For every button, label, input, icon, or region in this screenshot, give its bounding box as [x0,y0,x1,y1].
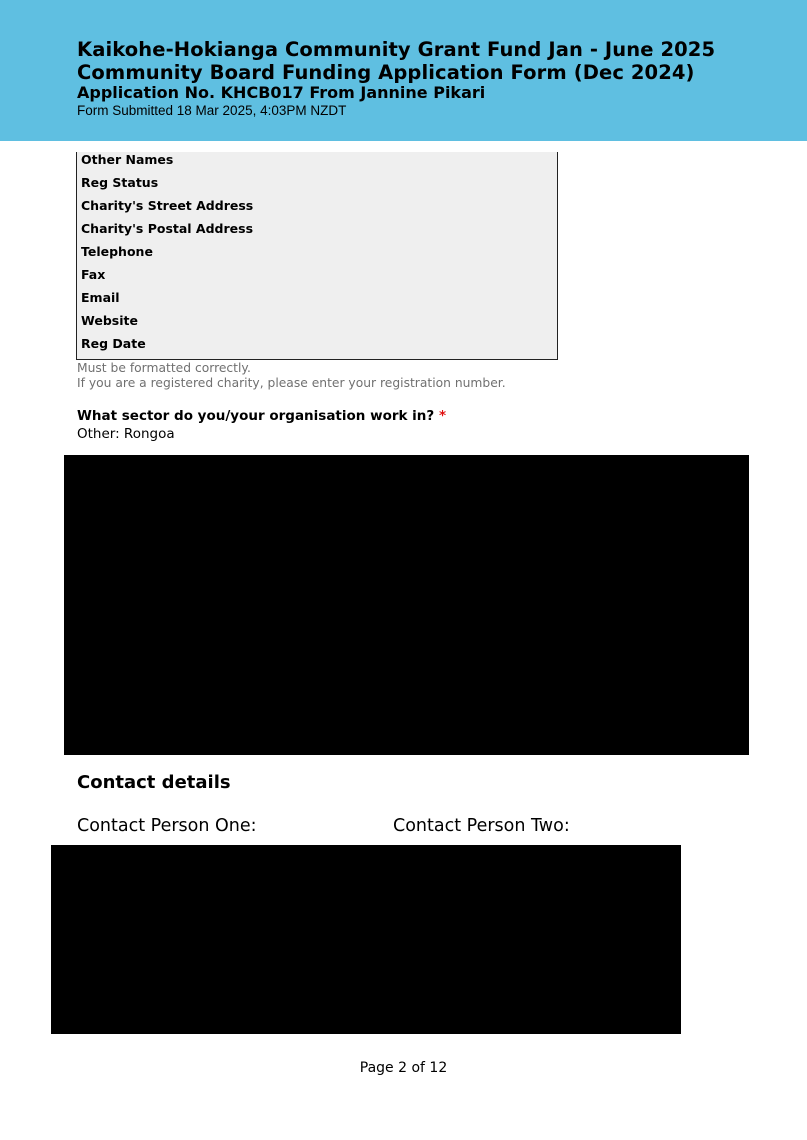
contact-person-one-label: Contact Person One: [77,816,257,836]
charity-row-street-address: Charity's Street Address [81,198,254,213]
sector-question [77,408,446,424]
charity-row-postal-address: Charity's Postal Address [81,221,254,236]
required-marker: * [438,408,447,424]
page-number: Page 2 of 12 [359,1060,448,1076]
charity-row-reg-date: Reg Date [81,336,146,351]
redacted-block-top [64,455,749,755]
redacted-block-contacts [51,845,681,1034]
form-title-line2: Community Board Funding Application Form (Dec 2024) [77,61,695,84]
charity-details-box [76,152,558,360]
format-hint: Must be formatted correctly. [77,361,251,375]
charity-row-reg-status: Reg Status [81,175,159,190]
charity-row-email: Email [81,290,120,305]
charity-row-website: Website [81,313,138,328]
sector-question-label: What sector do you/your organisation work in? [77,408,435,424]
application-number: Application No. KHCB017 From Jannine Pikari [77,83,486,102]
registration-hint: If you are a registered charity, please enter your registration number. [77,376,506,390]
contact-details-heading: Contact details [77,772,231,793]
charity-row-fax: Fax [81,267,106,282]
page-header [0,0,807,141]
charity-row-other-names: Other Names [81,152,174,167]
sector-answer: Other: Rongoa [77,426,175,442]
submission-timestamp: Form Submitted 18 Mar 2025, 4:03PM NZDT [77,103,347,118]
charity-row-telephone: Telephone [81,244,153,259]
contact-person-two-label: Contact Person Two: [393,816,570,836]
form-title-line1: Kaikohe-Hokianga Community Grant Fund Jan - June 2025 [77,38,716,61]
